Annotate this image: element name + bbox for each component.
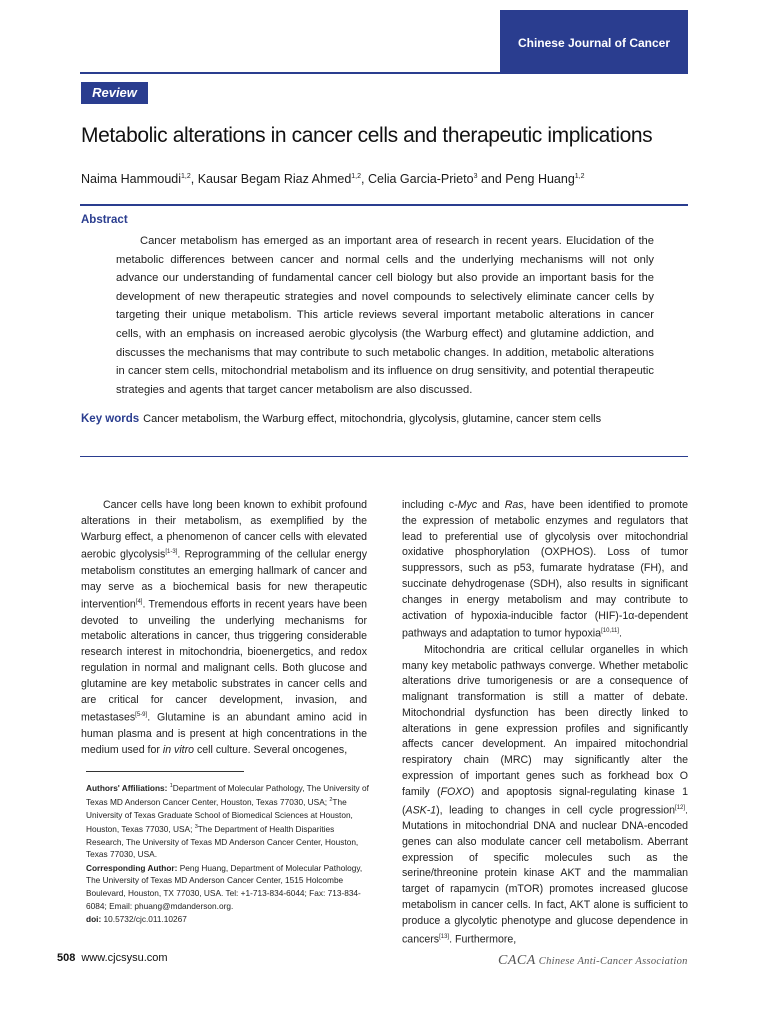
keywords-text: Cancer metabolism, the Warburg effect, mitochondria, glycolysis, glutamine, cancer stem cells [143, 413, 602, 425]
gene-name: FOXO [440, 785, 471, 798]
footnote-rule [86, 771, 244, 772]
doi-footnote [86, 913, 369, 926]
body-text: including c- [402, 499, 458, 511]
author-separator: and [477, 172, 506, 186]
author-separator: , [190, 172, 198, 186]
author-affiliation-mark: 1,2 [351, 172, 362, 180]
association-name: Chinese Anti-Cancer Association [538, 956, 688, 967]
affiliation-mark: 3 [194, 824, 198, 831]
body-text: . Mutations in mitochondrial DNA and nuclear DNA-encoded genes can also modulate cancer cell metabolism. Aberrant expression of specific molecules such as the serine/threonine protein kinase AKT and the mammalian target of rapamycin (mTOR) promotes increased glucose metabolism in cancer cells. In fact, AKT alone is sufficient to produce a glycolytic phenotype and glucose dependence in cancers [402, 804, 688, 946]
affiliation-text: Department of Molecular Pathology, The University of Texas MD Anderson Cancer Center, Houston, Texas 77030, USA; [86, 782, 369, 808]
journal-banner [500, 10, 688, 73]
affiliation-mark: 1 [169, 783, 173, 789]
citation-ref[interactable]: [4] [135, 599, 143, 606]
gene-name: Myc [457, 499, 478, 511]
abstract-rule [80, 204, 688, 206]
page-number: 508 [57, 952, 76, 964]
keywords [81, 413, 691, 425]
author-name: Celia Garcia-Prieto [367, 172, 474, 186]
affiliation-text: The Department of Health Disparities Research, The University of Texas MD Anderson Cancer Center, Houston, Texas 77030, USA. [86, 824, 359, 860]
page-footer [57, 952, 168, 964]
affiliation-text: The University of Texas Graduate School of Biomedical Sciences at Houston, Houston, Texas 77030, USA; [86, 797, 353, 835]
body-text: . [618, 627, 622, 640]
citation-ref[interactable]: [1-3] [165, 549, 178, 556]
keywords-rule [80, 456, 688, 457]
affiliation-mark: 2 [329, 797, 333, 804]
author-name: Peng Huang [505, 172, 575, 186]
corresponding-footnote [86, 862, 369, 912]
body-text: . Furthermore, [449, 933, 517, 946]
body-text: ), leading to changes in cell cycle progression [436, 804, 676, 817]
affiliations-footnote [86, 780, 369, 861]
association-logo [498, 951, 688, 969]
footnotes [86, 780, 369, 927]
body-column-left [81, 498, 367, 758]
body-text: . Glutamine is an abundant amino acid in human plasma and is present at high concentrations in the medium used for [81, 711, 367, 756]
affiliations-label: Authors' Affiliations: [86, 782, 168, 793]
body-text: ) and apoptosis signal-regulating kinase 1 ( [402, 785, 688, 817]
author-name: Naima Hammoudi [81, 172, 182, 186]
body-text: . Reprogramming of the cellular energy metabolism constitutes an emerging hallmark of cancer and may serve as a biochemical basis for new therapeutic intervention [81, 548, 367, 611]
citation-ref[interactable]: [5-9] [135, 712, 148, 719]
journal-website-link[interactable]: www.cjcsysu.com [81, 952, 168, 964]
body-text: Mitochondria are critical cellular organelles in which many key metabolic pathways converge. Whether metabolic alterations drive tumorigenesis or are a consequence of malignant transformation is still a matter of debate. Mitochondrial dysfunction has been directly linked to alterations in gene expression profiles and significantly affects cancer development. An impaired mitochondrial respiratory chain (MRC) may significantly alter the expression of important genes such as forkhead box O family ( [402, 643, 688, 798]
body-text: Cancer cells have long been known to exhibit profound alterations in their metabolism, as exemplified by the Warburg effect, a phenomenon of cancer cells with elevated aerobic glycolysis [81, 499, 367, 561]
keywords-label: Key words [81, 413, 140, 425]
header-rule [80, 72, 688, 74]
italic-term: in vitro [162, 743, 195, 756]
citation-ref[interactable]: [12] [675, 804, 686, 811]
doi-label: doi: [86, 914, 102, 925]
section-badge: Review [81, 82, 148, 104]
body-text: and [477, 499, 505, 511]
corresponding-text: Peng Huang, Department of Molecular Pathology, The University of Texas MD Anderson Cancer Center, 1515 Holcombe Boulevard, Houston, TX 77030, USA. Tel: +1-713-834-6044; Fax: 713-834-6084; Email: phuang@mdanderson.org. [86, 862, 363, 911]
gene-name: Ras [504, 499, 524, 511]
author-affiliation-mark: 1,2 [574, 172, 585, 180]
author-separator: , [361, 172, 368, 186]
abstract-text: Cancer metabolism has emerged as an important area of research in recent years. Elucidation of the metabolic differences between cancer and normal cells and the underlying mechanisms will not only advance our understanding of fundamental cancer cell biology but also provide an important basis for the development of new therapeutic strategies and novel compounds to selectively eliminate cancer cells by targeting their unique metabolism. This article reviews several important metabolic alterations in cancer cells, with an emphasis on increased aerobic glycolysis (the Warburg effect) and glutamine addiction, and discusses the mechanisms that may contribute to such metabolic changes. In addition, metabolic alterations in cancer stem cells, mitochondrial metabolism and its influence on drug sensitivity, and potential therapeutic strategies and agents that target cancer metabolism are also discussed. [116, 235, 654, 396]
body-text: . Tremendous efforts in recent years have been devoted to unveiling the underlying mechanisms for metabolic alterations in cancer, thus triggering considerable research interest in mitochondria, bioenergetics, and redox regulation in normal and malignant cells. Both glucose and glutamine are key metabolic substrates in cancer cells and are critical for cancer development, invasion, and metastases [81, 598, 367, 724]
doi-link[interactable]: 10.5732/cjc.011.10267 [103, 914, 187, 925]
body-paragraph [402, 643, 688, 948]
body-text: , have been identified to promote the expression of metabolic enzymes and regulators that lead to preferential use of glycolysis over mitochondrial oxidative phosphorylation (OXPHOS). Loss of tumor suppressors, such as p53, fumarate hydratase (FH), and succinate dehydrogenase (SDH), also results in significant changes in energy metabolism and may contribute to activation of hypoxia-inducible factor (HIF)-1α-dependent pathways and adaptation to tumor hypoxia [402, 499, 688, 640]
body-text: cell culture. Several oncogenes, [194, 743, 348, 756]
author-list [81, 172, 691, 186]
corresponding-label: Corresponding Author: [86, 862, 178, 873]
body-paragraph [81, 498, 367, 758]
author-affiliation-mark: 3 [473, 172, 478, 180]
author-name: Kausar Begam Riaz Ahmed [197, 172, 352, 186]
gene-name: ASK-1 [405, 804, 437, 817]
citation-ref[interactable]: [10,11] [601, 628, 619, 635]
body-column-right [402, 498, 688, 948]
association-abbr: CACA [498, 953, 536, 968]
author-affiliation-mark: 1,2 [181, 172, 191, 180]
article-title: Metabolic alterations in cancer cells and therapeutic implications [81, 124, 653, 147]
journal-name: Chinese Journal of Cancer [517, 36, 671, 50]
abstract-heading: Abstract [81, 214, 128, 226]
body-paragraph [402, 498, 688, 643]
citation-ref[interactable]: [13] [439, 933, 450, 940]
